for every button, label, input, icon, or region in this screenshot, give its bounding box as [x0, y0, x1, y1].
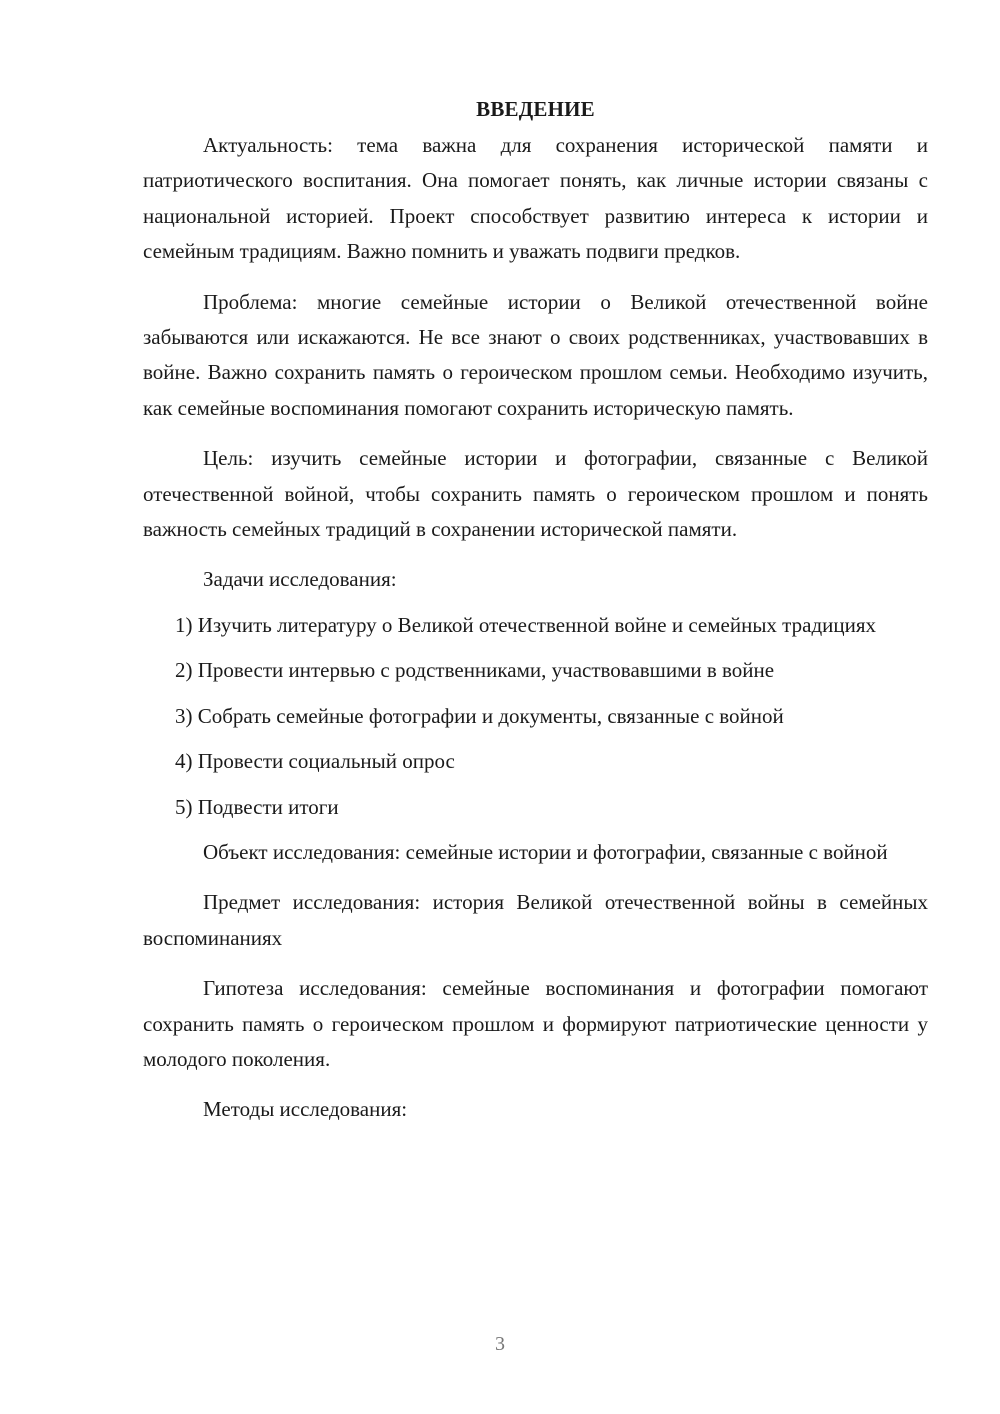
page-number: 3 [495, 1333, 505, 1355]
methods-heading: Методы исследования: [203, 1097, 408, 1122]
list-item: 5) Подвести итоги [175, 794, 339, 819]
problem-paragraph: Проблема: многие семейные истории о Великой отечественной войне забываются или искажаются. Не все знают о своих родственниках, участвовавших в войне. Важно сохранить память о героическом прошлом семьи. Необходимо изучить, как семейные воспоминания помогают сохранить историческую память. [143, 289, 928, 420]
hypothesis-paragraph: Гипотеза исследования: семейные воспоминания и фотографии помогают сохранить память о героическом прошлом и формируют патриотические ценности у молодого поколения. [143, 976, 928, 1071]
list-item: 3) Собрать семейные фотографии и документы, связанные с войной [175, 703, 784, 728]
page-title: ВВЕДЕНИЕ [476, 97, 595, 121]
goal-paragraph: Цель: изучить семейные истории и фотографии, связанные с Великой отечественной войной, чтобы сохранить память о героическом прошлом и понять важность семейных традиций в сохранении исторической памяти. [143, 446, 928, 542]
subject-paragraph: Предмет исследования: история Великой отечественной войны в семейных воспоминаниях [143, 890, 928, 950]
list-item: 4) Провести социальный опрос [175, 749, 455, 774]
object-paragraph: Объект исследования: семейные истории и фотографии, связанные с войной [203, 839, 888, 864]
list-item: 1) Изучить литературу о Великой отечественной войне и семейных традициях [175, 612, 876, 637]
tasks-list [143, 608, 928, 825]
relevance-paragraph: Актуальность: тема важна для сохранения исторической памяти и патриотического воспитания. Она помогает понять, как личные истории связаны с национальной историей. Проект способствует развитию интереса к истории и семейным традициям. Важно помнить и уважать подвиги предков. [143, 133, 928, 264]
tasks-heading: Задачи исследования: [203, 567, 397, 592]
list-item: 2) Провести интервью с родственниками, участвовавшими в войне [175, 658, 775, 683]
document-page [143, 94, 928, 1128]
